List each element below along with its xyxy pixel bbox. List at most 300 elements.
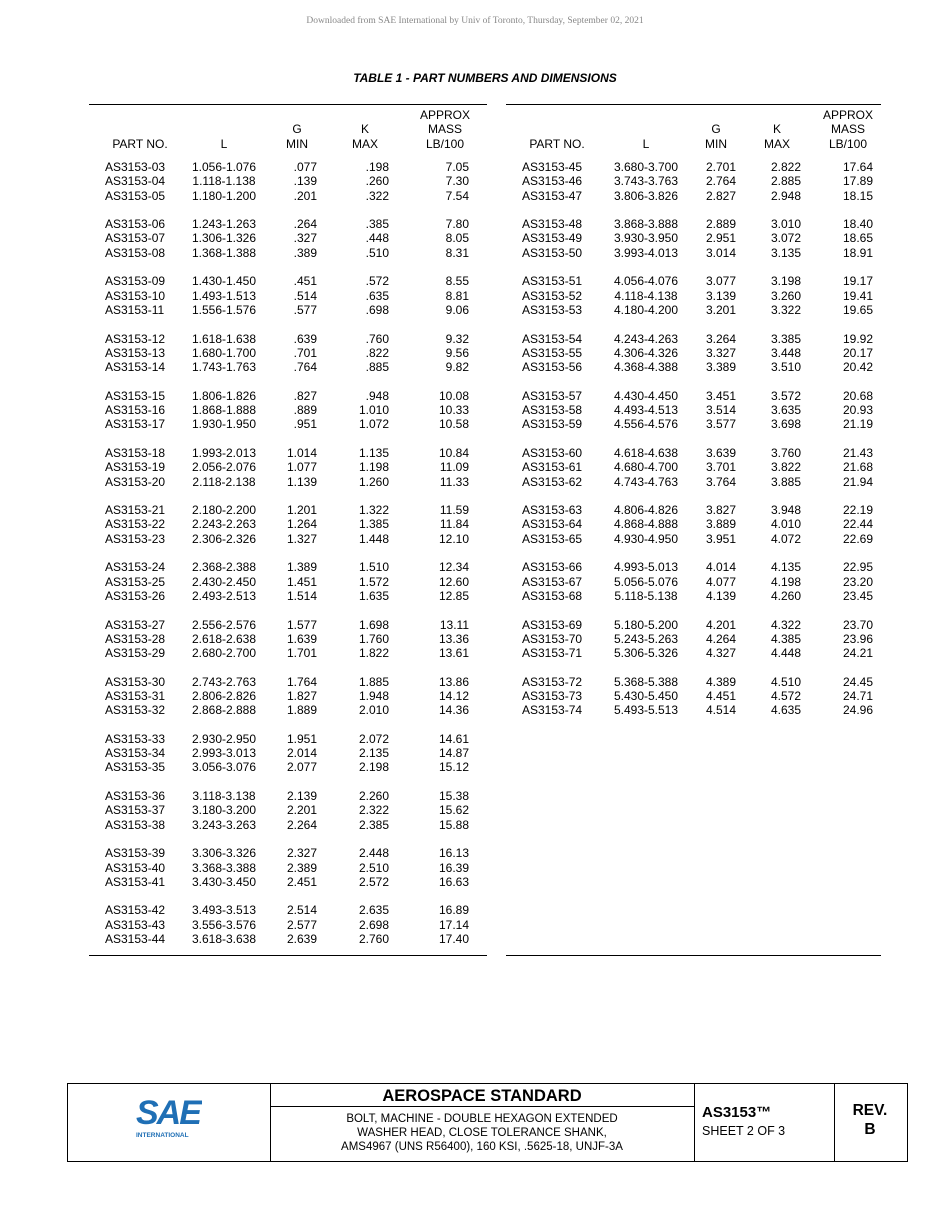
cell-part-no: AS3153-04 bbox=[105, 174, 166, 189]
cell-k-max: 4.572 bbox=[770, 688, 801, 703]
cell-k-max: 1.822 bbox=[358, 646, 389, 661]
table-row bbox=[506, 346, 881, 360]
cell-part-no: AS3153-50 bbox=[522, 245, 583, 260]
cell-mass: 7.54 bbox=[445, 188, 469, 203]
cell-g-min: 3.077 bbox=[705, 274, 736, 289]
header-approx-mass: APPROX MASS LB/100 bbox=[419, 108, 470, 151]
group-spacer bbox=[89, 832, 487, 846]
table-row bbox=[89, 618, 487, 632]
table-row bbox=[89, 575, 487, 589]
sae-logo-sub: INTERNATIONAL bbox=[136, 1132, 189, 1139]
doc-cell bbox=[694, 1084, 835, 1161]
cell-g-min: 1.514 bbox=[286, 588, 317, 603]
cell-k-max: 2.572 bbox=[358, 874, 389, 889]
table-row bbox=[506, 332, 881, 346]
cell-k-max: 1.635 bbox=[358, 588, 389, 603]
table-header bbox=[506, 107, 881, 151]
table-row bbox=[89, 360, 487, 374]
cell-g-min: 2.514 bbox=[286, 903, 317, 918]
cell-k-max: 3.198 bbox=[770, 274, 801, 289]
table-row bbox=[89, 818, 487, 832]
cell-mass: 24.21 bbox=[842, 646, 873, 661]
header-approx-mass: APPROX MASS LB/100 bbox=[822, 108, 873, 151]
cell-k-max: 4.135 bbox=[770, 560, 801, 575]
cell-mass: 14.87 bbox=[438, 746, 469, 761]
cell-part-no: AS3153-64 bbox=[522, 517, 583, 532]
cell-l: 4.930-4.950 bbox=[613, 531, 679, 546]
cell-k-max: 4.198 bbox=[770, 574, 801, 589]
cell-mass: 8.31 bbox=[445, 245, 469, 260]
cell-part-no: AS3153-03 bbox=[105, 160, 166, 174]
cell-mass: 9.56 bbox=[445, 345, 469, 360]
cell-g-min: .764 bbox=[293, 360, 317, 375]
cell-g-min: 3.827 bbox=[705, 503, 736, 518]
group-spacer bbox=[506, 489, 881, 503]
revision-cell bbox=[834, 1084, 906, 1161]
cell-l: 1.180-1.200 bbox=[191, 188, 257, 203]
cell-mass: 15.62 bbox=[438, 803, 469, 818]
cell-g-min: 3.264 bbox=[705, 331, 736, 346]
cell-g-min: .389 bbox=[293, 245, 317, 260]
cell-g-min: 4.014 bbox=[705, 560, 736, 575]
cell-k-max: 3.885 bbox=[770, 474, 801, 489]
cell-g-min: .327 bbox=[293, 231, 317, 246]
header-k-max: K MAX bbox=[351, 122, 378, 151]
cell-mass: 14.12 bbox=[438, 688, 469, 703]
cell-mass: 22.95 bbox=[842, 560, 873, 575]
table-row bbox=[89, 846, 487, 860]
cell-part-no: AS3153-38 bbox=[105, 817, 166, 832]
cell-g-min: .514 bbox=[293, 288, 317, 303]
cell-mass: 13.86 bbox=[438, 674, 469, 689]
cell-part-no: AS3153-29 bbox=[105, 646, 166, 661]
cell-g-min: 3.639 bbox=[705, 445, 736, 460]
cell-k-max: 2.822 bbox=[770, 160, 801, 174]
cell-part-no: AS3153-45 bbox=[522, 160, 583, 174]
group-spacer bbox=[89, 603, 487, 617]
cell-mass: 21.68 bbox=[842, 460, 873, 475]
cell-g-min: 2.077 bbox=[286, 760, 317, 775]
revision bbox=[834, 1101, 906, 1139]
cell-g-min: 1.639 bbox=[286, 631, 317, 646]
cell-k-max: 2.385 bbox=[358, 817, 389, 832]
cell-part-no: AS3153-40 bbox=[105, 860, 166, 875]
cell-part-no: AS3153-20 bbox=[105, 474, 166, 489]
cell-part-no: AS3153-67 bbox=[522, 574, 583, 589]
cell-g-min: 2.577 bbox=[286, 917, 317, 932]
cell-mass: 19.17 bbox=[842, 274, 873, 289]
cell-part-no: AS3153-62 bbox=[522, 474, 583, 489]
revision-label: REV. bbox=[852, 1102, 888, 1119]
cell-l: 2.180-2.200 bbox=[191, 503, 257, 518]
cell-g-min: 3.577 bbox=[705, 417, 736, 432]
revision-value: B bbox=[864, 1121, 876, 1138]
cell-mass: 19.65 bbox=[842, 302, 873, 317]
cell-l: 2.618-2.638 bbox=[191, 631, 257, 646]
table-row bbox=[89, 532, 487, 546]
cell-k-max: 1.198 bbox=[358, 460, 389, 475]
cell-l: 4.180-4.200 bbox=[613, 302, 679, 317]
cell-l: 3.618-3.638 bbox=[191, 932, 257, 947]
cell-part-no: AS3153-54 bbox=[522, 331, 583, 346]
cell-part-no: AS3153-68 bbox=[522, 588, 583, 603]
table-row bbox=[89, 217, 487, 231]
cell-l: 2.056-2.076 bbox=[191, 460, 257, 475]
cell-part-no: AS3153-30 bbox=[105, 674, 166, 689]
cell-mass: 15.12 bbox=[438, 760, 469, 775]
table-row bbox=[506, 618, 881, 632]
cell-l: 3.243-3.263 bbox=[191, 817, 257, 832]
table-row bbox=[506, 675, 881, 689]
cell-l: 2.993-3.013 bbox=[191, 746, 257, 761]
cell-k-max: .510 bbox=[365, 245, 389, 260]
cell-part-no: AS3153-12 bbox=[105, 331, 166, 346]
cell-k-max: 3.698 bbox=[770, 417, 801, 432]
cell-k-max: 1.510 bbox=[358, 560, 389, 575]
cell-l: 1.993-2.013 bbox=[191, 445, 257, 460]
cell-g-min: 1.701 bbox=[286, 646, 317, 661]
cell-part-no: AS3153-46 bbox=[522, 174, 583, 189]
cell-k-max: 3.135 bbox=[770, 245, 801, 260]
cell-g-min: .577 bbox=[293, 302, 317, 317]
cell-l: 1.556-1.576 bbox=[191, 302, 257, 317]
cell-mass: 21.43 bbox=[842, 445, 873, 460]
group-spacer bbox=[89, 775, 487, 789]
cell-k-max: 2.448 bbox=[358, 846, 389, 861]
download-notice: Downloaded from SAE International by Univ of Toronto, Thursday, September 02, 2021 bbox=[306, 16, 644, 26]
cell-l: 1.680-1.700 bbox=[191, 345, 257, 360]
cell-part-no: AS3153-08 bbox=[105, 245, 166, 260]
table-row bbox=[506, 503, 881, 517]
cell-part-no: AS3153-49 bbox=[522, 231, 583, 246]
cell-part-no: AS3153-71 bbox=[522, 646, 583, 661]
cell-mass: 20.68 bbox=[842, 388, 873, 403]
cell-g-min: 1.077 bbox=[286, 460, 317, 475]
table-body bbox=[89, 160, 487, 946]
cell-part-no: AS3153-19 bbox=[105, 460, 166, 475]
cell-g-min: .451 bbox=[293, 274, 317, 289]
table-row bbox=[506, 174, 881, 188]
cell-g-min: .889 bbox=[293, 403, 317, 418]
cell-g-min: 1.264 bbox=[286, 517, 317, 532]
cell-l: 3.118-3.138 bbox=[192, 789, 256, 804]
header-k-max: K MAX bbox=[763, 122, 790, 151]
cell-part-no: AS3153-18 bbox=[105, 445, 166, 460]
cell-part-no: AS3153-42 bbox=[105, 903, 166, 918]
cell-mass: 10.84 bbox=[438, 445, 469, 460]
cell-mass: 19.41 bbox=[842, 288, 873, 303]
cell-g-min: 3.389 bbox=[705, 360, 736, 375]
description-line: AMS4967 (UNS R56400), 160 KSI, .5625-18, UNJF-3A bbox=[341, 1141, 623, 1153]
cell-part-no: AS3153-17 bbox=[105, 417, 166, 432]
table-row bbox=[506, 703, 881, 717]
cell-mass: 16.89 bbox=[438, 903, 469, 918]
cell-part-no: AS3153-22 bbox=[105, 517, 166, 532]
cell-part-no: AS3153-16 bbox=[105, 403, 166, 418]
table-row bbox=[89, 732, 487, 746]
description-line: BOLT, MACHINE - DOUBLE HEXAGON EXTENDED bbox=[346, 1113, 618, 1125]
cell-part-no: AS3153-39 bbox=[105, 846, 166, 861]
cell-mass: 11.59 bbox=[439, 503, 469, 518]
group-spacer bbox=[89, 546, 487, 560]
cell-l: 4.118-4.138 bbox=[614, 288, 678, 303]
cell-k-max: .948 bbox=[365, 388, 389, 403]
cell-mass: 13.61 bbox=[438, 646, 469, 661]
cell-mass: 18.15 bbox=[842, 188, 873, 203]
cell-g-min: 1.139 bbox=[286, 474, 317, 489]
cell-k-max: .448 bbox=[365, 231, 389, 246]
group-spacer bbox=[506, 317, 881, 331]
cell-mass: 9.06 bbox=[445, 302, 469, 317]
cell-part-no: AS3153-36 bbox=[105, 789, 166, 804]
cell-k-max: 2.635 bbox=[358, 903, 389, 918]
cell-k-max: 2.510 bbox=[358, 860, 389, 875]
cell-k-max: 1.572 bbox=[358, 574, 389, 589]
cell-mass: 12.10 bbox=[438, 531, 469, 546]
cell-mass: 12.85 bbox=[438, 588, 469, 603]
table-row bbox=[506, 517, 881, 531]
table-row bbox=[89, 517, 487, 531]
cell-l: 4.556-4.576 bbox=[613, 417, 679, 432]
cell-part-no: AS3153-24 bbox=[105, 560, 166, 575]
table-row bbox=[506, 575, 881, 589]
cell-mass: 24.96 bbox=[842, 703, 873, 718]
cell-mass: 17.89 bbox=[842, 174, 873, 189]
table-row bbox=[89, 689, 487, 703]
cell-l: 2.368-2.388 bbox=[191, 560, 257, 575]
cell-k-max: 1.322 bbox=[358, 503, 389, 518]
cell-k-max: .260 bbox=[365, 174, 389, 189]
cell-mass: 10.33 bbox=[438, 403, 469, 418]
cell-part-no: AS3153-15 bbox=[105, 388, 166, 403]
cell-part-no: AS3153-31 bbox=[105, 688, 166, 703]
cell-l: 4.868-4.888 bbox=[613, 517, 679, 532]
cell-part-no: AS3153-57 bbox=[522, 388, 583, 403]
cell-part-no: AS3153-25 bbox=[105, 574, 166, 589]
cell-part-no: AS3153-69 bbox=[522, 617, 583, 632]
cell-g-min: .077 bbox=[293, 160, 317, 174]
table-row bbox=[506, 589, 881, 603]
cell-l: 2.806-2.826 bbox=[191, 688, 257, 703]
cell-part-no: AS3153-32 bbox=[105, 703, 166, 718]
cell-l: 1.243-1.263 bbox=[191, 217, 257, 232]
table-row bbox=[506, 246, 881, 260]
cell-g-min: 1.827 bbox=[286, 688, 317, 703]
cell-k-max: 3.448 bbox=[770, 345, 801, 360]
cell-l: 4.493-4.513 bbox=[613, 403, 679, 418]
cell-mass: 11.84 bbox=[439, 517, 469, 532]
table-row bbox=[89, 174, 487, 188]
group-spacer bbox=[506, 203, 881, 217]
cell-g-min: .827 bbox=[293, 388, 317, 403]
cell-l: 3.680-3.700 bbox=[613, 160, 679, 174]
cell-g-min: 1.889 bbox=[286, 703, 317, 718]
cell-k-max: 2.135 bbox=[358, 746, 389, 761]
cell-l: 1.618-1.638 bbox=[191, 331, 257, 346]
cell-mass: 18.65 bbox=[842, 231, 873, 246]
cell-g-min: 3.701 bbox=[705, 460, 736, 475]
cell-k-max: 2.010 bbox=[358, 703, 389, 718]
cell-g-min: 1.577 bbox=[286, 617, 317, 632]
standard-heading: AEROSPACE STANDARD bbox=[270, 1084, 694, 1107]
cell-part-no: AS3153-26 bbox=[105, 588, 166, 603]
cell-l: 4.680-4.700 bbox=[613, 460, 679, 475]
cell-mass: 12.60 bbox=[438, 574, 469, 589]
table-row bbox=[89, 274, 487, 288]
cell-k-max: 3.510 bbox=[770, 360, 801, 375]
cell-g-min: 4.389 bbox=[705, 674, 736, 689]
cell-g-min: 4.264 bbox=[705, 631, 736, 646]
cell-g-min: .701 bbox=[293, 345, 317, 360]
cell-k-max: 3.635 bbox=[770, 403, 801, 418]
cell-k-max: .572 bbox=[365, 274, 389, 289]
cell-k-max: 2.322 bbox=[358, 803, 389, 818]
table-row bbox=[89, 560, 487, 574]
cell-mass: 23.70 bbox=[842, 617, 873, 632]
cell-g-min: 2.889 bbox=[705, 217, 736, 232]
cell-l: 2.243-2.263 bbox=[191, 517, 257, 532]
cell-mass: 23.20 bbox=[842, 574, 873, 589]
cell-g-min: 3.327 bbox=[705, 345, 736, 360]
cell-k-max: .635 bbox=[365, 288, 389, 303]
cell-mass: 7.80 bbox=[445, 217, 469, 232]
table-row bbox=[89, 403, 487, 417]
cell-l: 1.368-1.388 bbox=[191, 245, 257, 260]
cell-mass: 14.36 bbox=[438, 703, 469, 718]
table-row bbox=[89, 303, 487, 317]
cell-l: 1.493-1.513 bbox=[191, 288, 257, 303]
cell-g-min: 2.451 bbox=[286, 874, 317, 889]
cell-mass: 11.33 bbox=[439, 474, 469, 489]
cell-l: 1.306-1.326 bbox=[191, 231, 257, 246]
cell-g-min: 1.327 bbox=[286, 531, 317, 546]
title-cell bbox=[270, 1084, 695, 1161]
cell-k-max: 4.510 bbox=[770, 674, 801, 689]
group-spacer bbox=[89, 203, 487, 217]
table-row bbox=[89, 446, 487, 460]
table-row bbox=[506, 646, 881, 660]
table-row bbox=[506, 532, 881, 546]
group-spacer bbox=[89, 374, 487, 388]
table-row bbox=[89, 160, 487, 174]
cell-g-min: 2.764 bbox=[705, 174, 736, 189]
cell-mass: 18.40 bbox=[842, 217, 873, 232]
table-row bbox=[89, 189, 487, 203]
cell-part-no: AS3153-37 bbox=[105, 803, 166, 818]
cell-l: 4.743-4.763 bbox=[613, 474, 679, 489]
table-row bbox=[89, 861, 487, 875]
cell-k-max: 2.885 bbox=[770, 174, 801, 189]
header-part-no: PART NO. bbox=[112, 136, 168, 151]
parts-table-right bbox=[506, 104, 881, 956]
cell-part-no: AS3153-73 bbox=[522, 688, 583, 703]
cell-mass: 19.92 bbox=[842, 331, 873, 346]
cell-mass: 22.69 bbox=[842, 531, 873, 546]
group-spacer bbox=[89, 317, 487, 331]
cell-k-max: .322 bbox=[365, 188, 389, 203]
cell-g-min: 2.201 bbox=[286, 803, 317, 818]
cell-part-no: AS3153-13 bbox=[105, 345, 166, 360]
cell-mass: 17.64 bbox=[842, 160, 873, 174]
cell-k-max: 4.322 bbox=[770, 617, 801, 632]
cell-l: 1.806-1.826 bbox=[191, 388, 257, 403]
table-row bbox=[506, 403, 881, 417]
cell-k-max: .885 bbox=[365, 360, 389, 375]
table-row bbox=[506, 217, 881, 231]
cell-k-max: 1.010 bbox=[358, 403, 389, 418]
header-g-min: G MIN bbox=[286, 122, 308, 151]
group-spacer bbox=[506, 546, 881, 560]
table-row bbox=[506, 560, 881, 574]
cell-k-max: 3.572 bbox=[770, 388, 801, 403]
document-number: AS3153™ bbox=[702, 1104, 772, 1121]
cell-g-min: 4.077 bbox=[705, 574, 736, 589]
cell-g-min: .951 bbox=[293, 417, 317, 432]
cell-k-max: 4.010 bbox=[770, 517, 801, 532]
cell-k-max: .198 bbox=[365, 160, 389, 174]
cell-k-max: 1.260 bbox=[358, 474, 389, 489]
cell-l: 3.306-3.326 bbox=[191, 846, 257, 861]
cell-part-no: AS3153-55 bbox=[522, 345, 583, 360]
cell-part-no: AS3153-44 bbox=[105, 932, 166, 947]
cell-l: 5.180-5.200 bbox=[613, 617, 679, 632]
cell-part-no: AS3153-05 bbox=[105, 188, 166, 203]
table-row bbox=[89, 231, 487, 245]
cell-g-min: 4.514 bbox=[705, 703, 736, 718]
cell-part-no: AS3153-06 bbox=[105, 217, 166, 232]
cell-mass: 22.19 bbox=[842, 503, 873, 518]
cell-mass: 20.42 bbox=[842, 360, 873, 375]
cell-part-no: AS3153-28 bbox=[105, 631, 166, 646]
group-spacer bbox=[506, 374, 881, 388]
table-row bbox=[89, 289, 487, 303]
cell-k-max: 1.948 bbox=[358, 688, 389, 703]
cell-k-max: 4.260 bbox=[770, 588, 801, 603]
cell-l: 4.306-4.326 bbox=[613, 345, 679, 360]
cell-g-min: 2.014 bbox=[286, 746, 317, 761]
cell-l: 3.056-3.076 bbox=[191, 760, 257, 775]
cell-g-min: 1.764 bbox=[286, 674, 317, 689]
cell-mass: 23.96 bbox=[842, 631, 873, 646]
cell-part-no: AS3153-61 bbox=[522, 460, 583, 475]
cell-mass: 20.17 bbox=[842, 345, 873, 360]
cell-l: 3.868-3.888 bbox=[613, 217, 679, 232]
cell-part-no: AS3153-43 bbox=[105, 917, 166, 932]
group-spacer bbox=[89, 432, 487, 446]
cell-g-min: 2.264 bbox=[286, 817, 317, 832]
cell-part-no: AS3153-35 bbox=[105, 760, 166, 775]
cell-l: 3.743-3.763 bbox=[613, 174, 679, 189]
cell-l: 4.806-4.826 bbox=[613, 503, 679, 518]
cell-g-min: 4.451 bbox=[705, 688, 736, 703]
cell-l: 3.993-4.013 bbox=[613, 245, 679, 260]
cell-g-min: 3.201 bbox=[705, 302, 736, 317]
cell-mass: 7.30 bbox=[445, 174, 469, 189]
cell-mass: 8.05 bbox=[445, 231, 469, 246]
cell-l: 2.868-2.888 bbox=[191, 703, 257, 718]
cell-l: 2.430-2.450 bbox=[191, 574, 257, 589]
table-row bbox=[89, 475, 487, 489]
cell-part-no: AS3153-34 bbox=[105, 746, 166, 761]
header-l: L bbox=[642, 136, 650, 151]
cell-g-min: 1.389 bbox=[286, 560, 317, 575]
cell-mass: 11.09 bbox=[439, 460, 469, 475]
table-header bbox=[89, 107, 487, 151]
group-spacer bbox=[89, 718, 487, 732]
cell-k-max: 1.885 bbox=[358, 674, 389, 689]
cell-part-no: AS3153-66 bbox=[522, 560, 583, 575]
cell-g-min: .639 bbox=[293, 331, 317, 346]
